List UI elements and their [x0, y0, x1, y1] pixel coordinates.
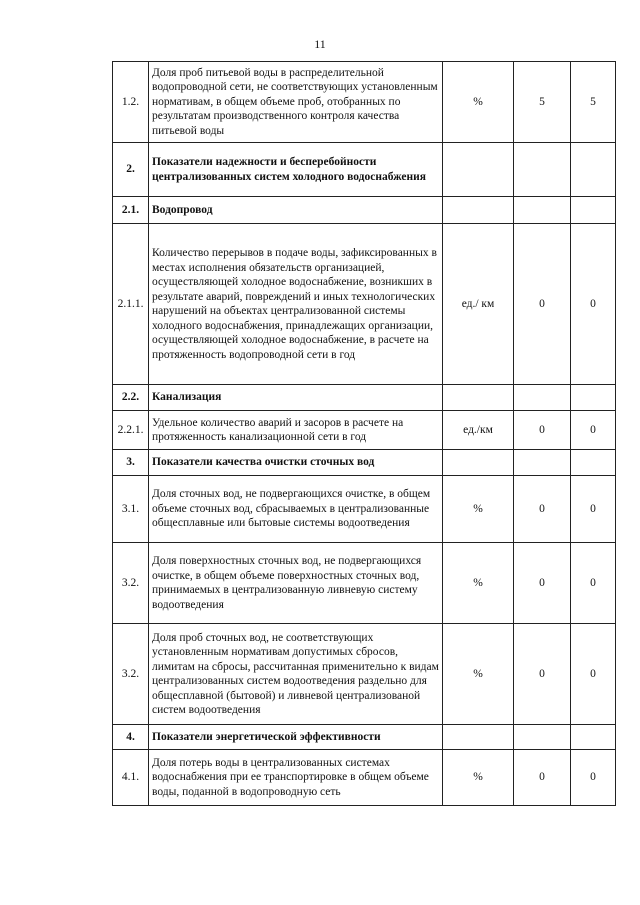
row-number: 4.1. [113, 750, 149, 806]
row-value-1: 0 [514, 224, 571, 385]
section-number: 2.2. [113, 385, 149, 411]
row-indicator-text: Доля сточных вод, не подвергающихся очистке, в общем объеме сточных вод, сбрасываемых в централизованные общесплавные или бытовые системы водоотведения [149, 476, 443, 543]
row-value-2: 0 [571, 750, 616, 806]
row-value-2: 0 [571, 411, 616, 450]
section-value-2 [571, 385, 616, 411]
indicators-table-body [113, 62, 616, 806]
table-row [113, 476, 616, 543]
section-unit [443, 725, 514, 750]
row-value-1: 0 [514, 411, 571, 450]
section-title: Показатели энергетической эффективности [149, 725, 443, 750]
row-value-2: 0 [571, 224, 616, 385]
row-indicator-text: Доля проб питьевой воды в распределительной водопроводной сети, не соответствующих установленным нормативам, в общем объеме проб, отобранных по результатам производственного контроля качества питьевой воды [149, 62, 443, 143]
row-value-1: 0 [514, 476, 571, 543]
row-number: 3.2. [113, 543, 149, 624]
row-number: 3.1. [113, 476, 149, 543]
row-indicator-text: Удельное количество аварий и засоров в расчете на протяженность канализационной сети в год [149, 411, 443, 450]
section-value-1 [514, 385, 571, 411]
section-title: Канализация [149, 385, 443, 411]
row-unit: % [443, 543, 514, 624]
row-unit: ед./ км [443, 224, 514, 385]
section-row [113, 725, 616, 750]
section-row [113, 197, 616, 224]
section-value-1 [514, 197, 571, 224]
section-number: 2.1. [113, 197, 149, 224]
section-unit [443, 450, 514, 476]
section-unit [443, 385, 514, 411]
row-unit: % [443, 476, 514, 543]
section-row [113, 385, 616, 411]
indicators-table [112, 61, 616, 806]
section-title: Показатели качества очистки сточных вод [149, 450, 443, 476]
section-number: 2. [113, 143, 149, 197]
section-title: Показатели надежности и бесперебойности централизованных систем холодного водоснабжения [149, 143, 443, 197]
row-unit: ед./км [443, 411, 514, 450]
row-indicator-text: Доля проб сточных вод, не соответствующих установленным нормативам допустимых сбросов, лимитам на сбросы, рассчитанная применительно к видам централизованных систем водоотведения раздельно для общесплавной (бытовой) и ливневой централизованой систем водоотведения [149, 624, 443, 725]
row-indicator-text: Доля поверхностных сточных вод, не подвергающихся очистке, в общем объеме поверхностных сточных вод, принимаемых в централизованную ливневую систему водоотведения [149, 543, 443, 624]
section-value-2 [571, 197, 616, 224]
section-unit [443, 143, 514, 197]
table-row [113, 62, 616, 143]
table-row [113, 543, 616, 624]
row-number: 1.2. [113, 62, 149, 143]
section-unit [443, 197, 514, 224]
row-value-2: 0 [571, 624, 616, 725]
row-number: 3.2. [113, 624, 149, 725]
row-number: 2.2.1. [113, 411, 149, 450]
row-value-1: 0 [514, 624, 571, 725]
row-unit: % [443, 62, 514, 143]
row-value-1: 5 [514, 62, 571, 143]
section-value-1 [514, 725, 571, 750]
section-title: Водопровод [149, 197, 443, 224]
section-value-2 [571, 450, 616, 476]
table-row [113, 411, 616, 450]
section-value-1 [514, 143, 571, 197]
row-unit: % [443, 624, 514, 725]
row-value-2: 0 [571, 476, 616, 543]
row-value-1: 0 [514, 750, 571, 806]
row-unit: % [443, 750, 514, 806]
table-row [113, 224, 616, 385]
row-value-2: 5 [571, 62, 616, 143]
section-number: 3. [113, 450, 149, 476]
section-row [113, 450, 616, 476]
section-value-2 [571, 725, 616, 750]
section-row [113, 143, 616, 197]
section-value-2 [571, 143, 616, 197]
page-number: 11 [314, 37, 326, 51]
row-value-1: 0 [514, 543, 571, 624]
row-value-2: 0 [571, 543, 616, 624]
table-row [113, 750, 616, 806]
table-row [113, 624, 616, 725]
section-number: 4. [113, 725, 149, 750]
row-number: 2.1.1. [113, 224, 149, 385]
row-indicator-text: Количество перерывов в подаче воды, зафиксированных в местах исполнения обязательств организацией, осуществляющей холодное водоснабжение, возникших в результате аварий, повреждений и иных технологических нарушений на объектах централизованной системы холодного водоснабжения, принадлежащих организации, осуществляющей холодное водоснабжение, в расчете на протяженность водопроводной сети в год [149, 224, 443, 385]
row-indicator-text: Доля потерь воды в централизованных системах водоснабжения при ее транспортировке в общем объеме воды, поданной в водопроводную сеть [149, 750, 443, 806]
section-value-1 [514, 450, 571, 476]
